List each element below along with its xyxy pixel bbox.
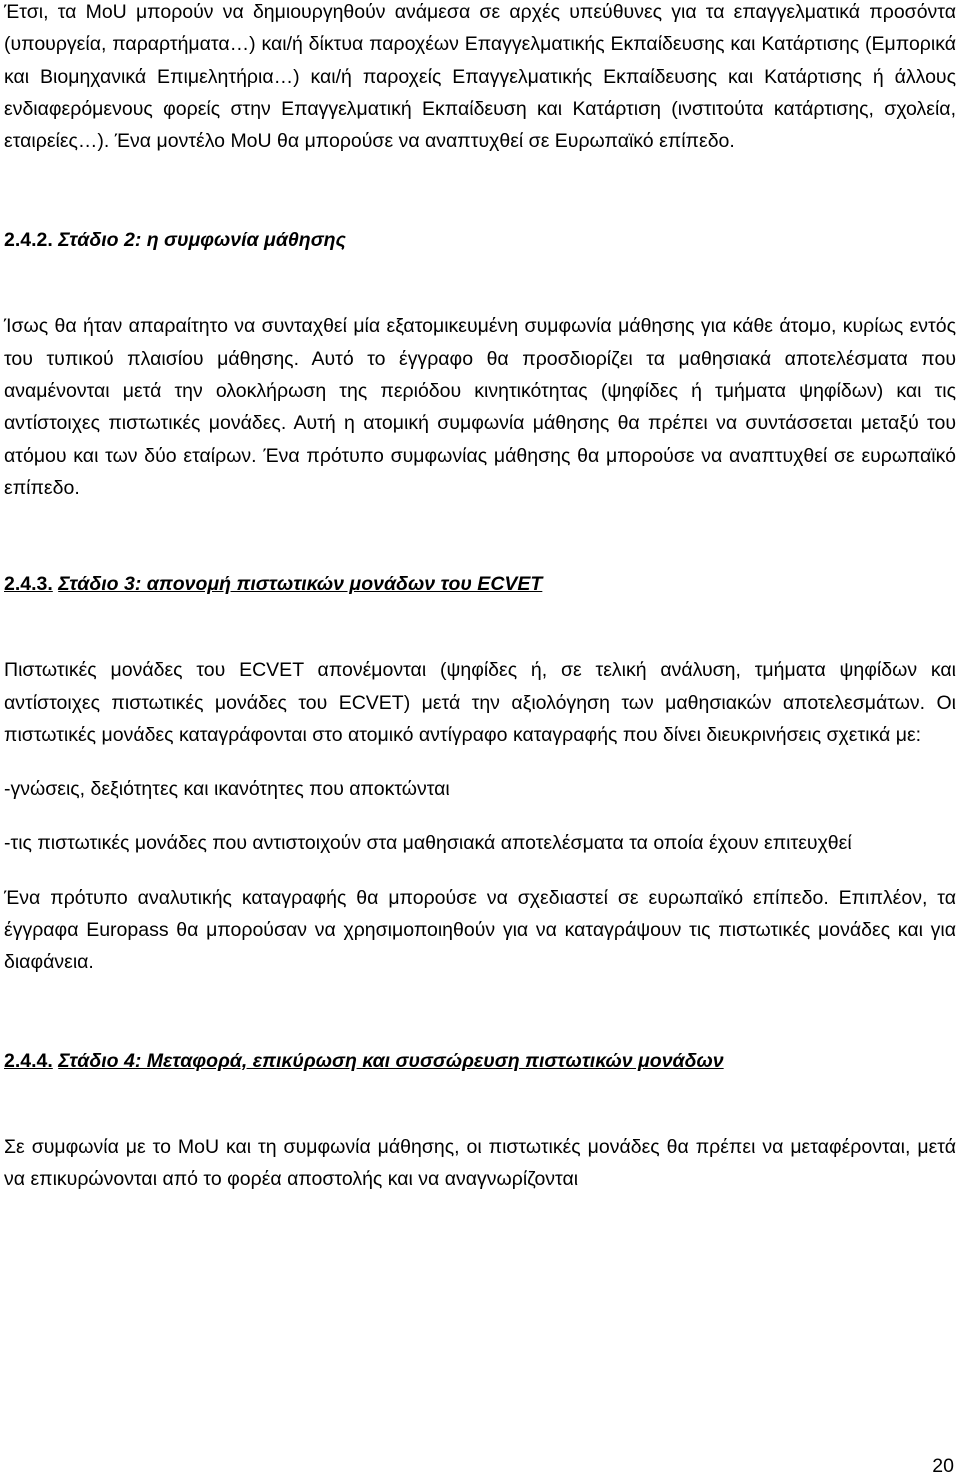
stage3-closing-paragraph: Ένα πρότυπο αναλυτικής καταγραφής θα μπορούσε να σχεδιαστεί σε ευρωπαϊκό επίπεδο. Επιπλέον, τα έγγραφα Europass θα μπορούσαν να χρησιμοποιηθούν για να καταγράψουν τις πιστωτικές μονάδες και για διαφάνεια. bbox=[4, 886, 956, 974]
page-number: 20 bbox=[932, 1455, 954, 1477]
heading-title: Στάδιο 3: απονομή πιστωτικών μονάδων του ECVET bbox=[58, 573, 543, 596]
heading-title: Στάδιο 2: η συμφωνία μάθησης bbox=[58, 229, 346, 252]
list-item: -γνώσεις, δεξιότητες και ικανότητες που αποκτώνται bbox=[4, 778, 450, 801]
page-content bbox=[4, 0, 956, 1195]
stage2-paragraph: Ίσως θα ήταν απαραίτητο να συνταχθεί μία εξατομικευμένη συμφωνία μάθησης για κάθε άτομο, κυρίως εντός του τυπικού πλαισίου μάθησης. Αυτό το έγγραφο θα προσδιορίζει τα μαθησιακά αποτελέσματα που αναμένονται μετά την ολοκλήρωση της περιόδου κινητικότητας (ψηφίδες ή τμήματα ψηφίδων) και τις αντίστοιχες πιστωτικές μονάδες. Αυτή η ατομική συμφωνία μάθησης θα πρέπει να συντάσσεται μεταξύ του ατόμου και των δύο εταίρων. Ένα πρότυπο συμφωνίας μάθησης θα μπορούσε να αναπτυχθεί σε ευρωπαϊκό επίπεδο. bbox=[4, 315, 956, 499]
spacer bbox=[4, 1077, 956, 1131]
heading-number: 2.4.4. bbox=[4, 1049, 53, 1072]
section-heading-stage3 bbox=[4, 568, 956, 600]
stage4-paragraph: Σε συμφωνία με το MoU και τη συμφωνία μάθησης, οι πιστωτικές μονάδες θα πρέπει να μεταφέρονται, μετά να επικυρώνονται από το φορέα αποστολής και να αναγνωρίζονται bbox=[4, 1135, 956, 1190]
intro-paragraph: Έτσι, τα MoU μπορούν να δημιουργηθούν ανάμεσα σε αρχές υπεύθυνες για τα επαγγελματικά προσόντα (υπουργεία, παραρτήματα…) και/ή δίκτυα παροχέων Επαγγελματικής Εκπαίδευσης και Κατάρτισης (Εμπορικά και Βιομηχανικά Επιμελητήρια…) και/ή παροχείς Επαγγελματικής Εκπαίδευσης και Κατάρτισης ή άλλους ενδιαφερόμενους φορείς στην Επαγγελματική Εκπαίδευση και Κατάρτιση (ινστιτούτα κατάρτισης, σχολεία, εταιρείες…). Ένα μοντέλο MoU θα μπορούσε να αναπτυχθεί σε Ευρωπαϊκό επίπεδο. bbox=[4, 1, 956, 153]
spacer bbox=[4, 256, 956, 310]
section-heading-stage4 bbox=[4, 1045, 956, 1077]
heading-number: 2.4.2. bbox=[4, 229, 53, 252]
heading-number: 2.4.3. bbox=[4, 573, 53, 596]
stage3-paragraph: Πιστωτικές μονάδες του ECVET απονέμονται (ψηφίδες ή, σε τελική ανάλυση, τμήματα ψηφίδων και αντίστοιχες πιστωτικές μονάδες του ECVET) μετά την αξιολόγηση των μαθησιακών αποτελεσμάτων. Οι πιστωτικές μονάδες καταγράφονται στο ατομικό αντίγραφο καταγραφής που δίνει διευκρινήσεις σχετικά με: bbox=[4, 659, 956, 746]
spacer bbox=[4, 600, 956, 654]
section-heading-stage2 bbox=[4, 224, 956, 256]
list-item: -τις πιστωτικές μονάδες που αντιστοιχούν στα μαθησιακά αποτελέσματα τα οποία έχουν επιτευχθεί bbox=[4, 832, 852, 855]
heading-title: Στάδιο 4: Μεταφορά, επικύρωση και συσσώρευση πιστωτικών μονάδων bbox=[58, 1049, 724, 1072]
